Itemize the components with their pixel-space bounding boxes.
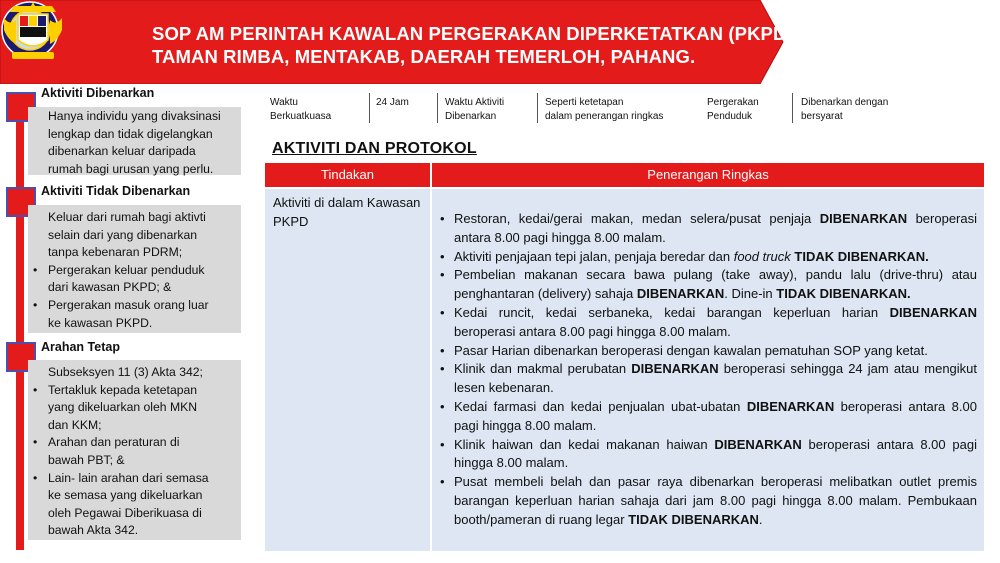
bullet-line: dari kawasan PKPD; & bbox=[48, 280, 172, 295]
allowed-line: rumah bagi urusan yang perlu. bbox=[48, 161, 214, 176]
bullet-line: • Arahan dan peraturan di bbox=[48, 435, 180, 450]
list-item bbox=[48, 470, 233, 540]
divider bbox=[437, 93, 438, 123]
row-label: Aktiviti di dalam Kawasan PKPD bbox=[273, 195, 421, 229]
item-text: beroperasi sehingga 24 jam atau mengikut lesen kebenaran. bbox=[454, 361, 978, 396]
not-allowed-line: tanpa kebenaran PDRM; bbox=[48, 245, 183, 260]
emphasis-text: TIDAK DIBENARKAN. bbox=[776, 286, 911, 302]
item-text: Pembelian makanan secara bawa pulang (take away), pandu lalu (drive-thru) atau penghantaran (delivery) sahaja bbox=[454, 267, 977, 302]
bullet-line: • Tertakluk kepada ketetapan bbox=[48, 382, 198, 397]
title-line-2: TAMAN RIMBA, MENTAKAB, DAERAH TEMERLOH, PAHANG. bbox=[152, 46, 696, 67]
bullet-line: bawah PBT; & bbox=[48, 452, 125, 467]
summary-item bbox=[440, 342, 977, 361]
label-line: Pergerakan bbox=[707, 97, 759, 108]
item-text: beroperasi antara 8.00 pagi hingga 8.00 malam. bbox=[454, 323, 731, 339]
bullet-line: oleh Pegawai Diberikuasa di bbox=[48, 505, 202, 520]
label-line: Waktu bbox=[270, 97, 298, 108]
value-line: bersyarat bbox=[801, 110, 843, 122]
allowed-line: Hanya individu yang divaksinasi bbox=[48, 109, 221, 123]
table-cell-action bbox=[265, 189, 430, 551]
list-item bbox=[48, 262, 233, 297]
item-text: Pusat membeli belah dan pasar raya dibenarkan beroperasi melibatkan outlet premis barangan keperluan harian sahaja dari jam 8.00 pagi hingga 8.00 malam. Pembukaan booth/pameran di ruang legar bbox=[454, 474, 977, 527]
item-text: beroperasi antara 8.00 pagi hingga 8.00 malam. bbox=[454, 436, 977, 471]
activity-time-value bbox=[545, 96, 663, 123]
activity-time-label bbox=[445, 96, 504, 123]
movement-label bbox=[707, 96, 759, 123]
item-text: beroperasi antara 8.00 pagi hingga 8.00 malam. bbox=[454, 398, 977, 433]
label-line: Dibenarkan bbox=[445, 110, 497, 122]
item-text: Klinik dan makmal perubatan bbox=[454, 361, 632, 377]
summary-list bbox=[440, 210, 977, 530]
emphasis-text: DIBENARKAN bbox=[631, 361, 719, 377]
item-text: Aktiviti penjajaan tepi jalan, penjaja beredar dan bbox=[454, 248, 734, 264]
item-text: Kedai runcit, kedai serbaneka, kedai barangan keperluan harian bbox=[454, 304, 890, 320]
emphasis-text: TIDAK DIBENARKAN. bbox=[794, 248, 929, 264]
effective-time-value: 24 Jam bbox=[376, 97, 409, 108]
value-line: Dibenarkan dengan bbox=[801, 97, 889, 108]
header-banner bbox=[0, 0, 1000, 84]
allowed-line: dibenarkan keluar daripada bbox=[48, 144, 196, 159]
label-line: Penduduk bbox=[707, 110, 753, 122]
emphasis-text: DIBENARKAN bbox=[819, 211, 908, 226]
allowed-heading: Aktiviti Dibenarkan bbox=[41, 86, 155, 100]
divider bbox=[792, 93, 793, 123]
timeline-bar bbox=[16, 92, 24, 550]
bullet-line: ke kawasan PKPD. bbox=[48, 315, 153, 330]
label-line: Waktu Aktiviti bbox=[445, 97, 505, 108]
emphasis-text: DIBENARKAN bbox=[636, 286, 725, 302]
standing-line: Subseksyen 11 (3) Akta 342; bbox=[48, 365, 203, 379]
summary-item bbox=[440, 436, 977, 474]
bullet-line: dan KKM; bbox=[48, 417, 102, 432]
divider bbox=[369, 93, 370, 123]
emphasis-text: TIDAK DIBENARKAN bbox=[628, 511, 759, 527]
bullet-line: ke semasa yang dikeluarkan bbox=[48, 488, 203, 503]
column-header-action: Tindakan bbox=[265, 163, 430, 187]
item-text: . Dine-in bbox=[724, 286, 777, 302]
summary-item bbox=[440, 210, 977, 248]
list-item bbox=[48, 297, 233, 332]
bullet-line: • Pergerakan keluar penduduk bbox=[48, 262, 205, 277]
allowed-panel bbox=[28, 107, 241, 175]
item-text: Klinik haiwan dan kedai makanan haiwan bbox=[454, 436, 715, 452]
standing-panel bbox=[28, 360, 241, 540]
item-text: Restoran, kedai/gerai makan, medan selera/pusat penjaja bbox=[454, 211, 820, 226]
movement-value bbox=[801, 96, 888, 123]
value-line: Seperti ketetapan bbox=[545, 97, 624, 108]
emphasis-text: DIBENARKAN bbox=[714, 436, 802, 452]
not-allowed-panel bbox=[28, 205, 241, 333]
not-allowed-line: Keluar dari rumah bagi aktivti bbox=[48, 210, 206, 224]
list-item bbox=[48, 434, 233, 469]
item-text: Kedai farmasi dan kedai penjualan ubat-ubatan bbox=[454, 398, 747, 414]
value-line: dalam penerangan ringkas bbox=[545, 110, 664, 122]
summary-item bbox=[440, 248, 977, 267]
emphasis-text: DIBENARKAN bbox=[889, 304, 977, 320]
divider bbox=[537, 93, 538, 123]
bullet-line: • Pergerakan masuk orang luar bbox=[48, 297, 209, 312]
column-header-summary: Penerangan Ringkas bbox=[432, 163, 984, 187]
summary-item bbox=[440, 473, 977, 529]
section-title: AKTIVITI DAN PROTOKOL bbox=[272, 140, 477, 157]
not-allowed-heading: Aktiviti Tidak Dibenarkan bbox=[41, 184, 191, 198]
effective-time-label bbox=[270, 96, 331, 123]
coat-of-arms-icon bbox=[0, 0, 66, 64]
not-allowed-line: selain dari yang dibenarkan bbox=[48, 227, 198, 242]
bullet-line: yang dikeluarkan oleh MKN bbox=[48, 400, 198, 415]
allowed-line: lengkap dan tidak digelangkan bbox=[48, 126, 213, 141]
item-text: food truck bbox=[733, 248, 791, 264]
summary-item bbox=[440, 266, 977, 304]
emphasis-text: DIBENARKAN bbox=[746, 398, 835, 414]
item-text: beroperasi antara 8.00 pagi hingga 8.00 malam. bbox=[454, 211, 977, 245]
standing-heading: Arahan Tetap bbox=[41, 340, 120, 354]
bullet-line: bawah Akta 342. bbox=[48, 523, 139, 538]
summary-item bbox=[440, 304, 977, 342]
item-text: . bbox=[758, 511, 763, 527]
summary-item bbox=[440, 360, 977, 398]
title-line-1: SOP AM PERINTAH KAWALAN PERGERAKAN DIPERKETATKAN (PKPD) bbox=[152, 23, 793, 44]
list-item bbox=[48, 382, 233, 435]
page-title bbox=[152, 22, 793, 68]
bullet-line: • Lain- lain arahan dari semasa bbox=[48, 470, 209, 485]
summary-item bbox=[440, 398, 977, 436]
item-text: Pasar Harian dibenarkan beroperasi dengan kawalan pematuhan SOP yang ketat. bbox=[454, 342, 928, 358]
label-line: Berkuatkuasa bbox=[270, 110, 332, 122]
